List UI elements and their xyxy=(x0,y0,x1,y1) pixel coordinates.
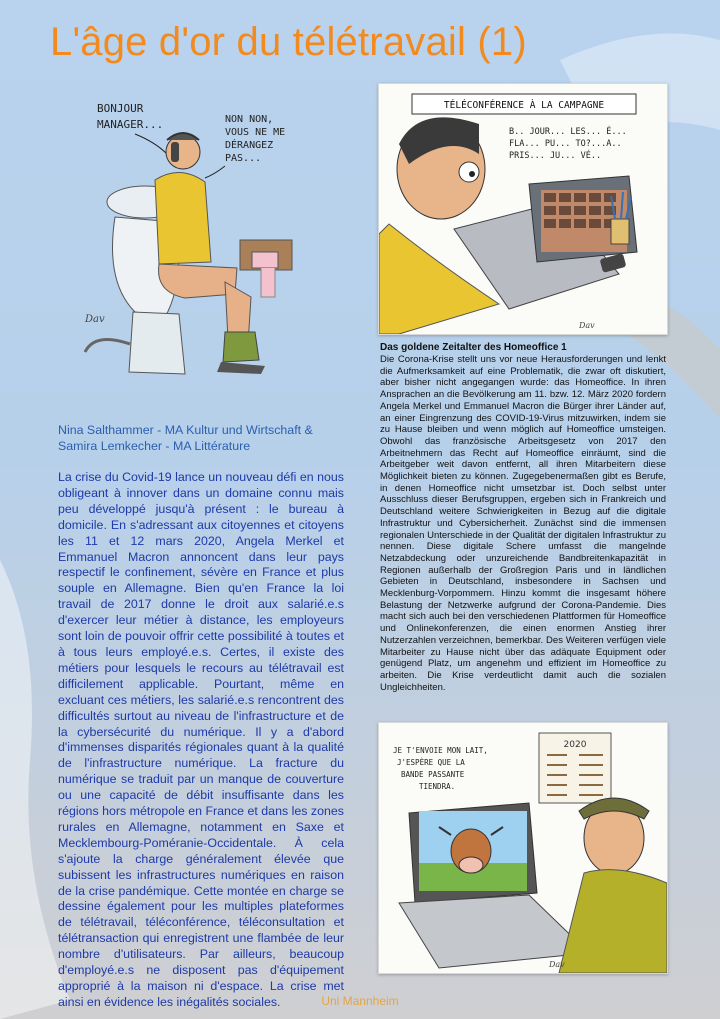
cartoon3-speech-line: JE T'ENVOIE MON LAIT, xyxy=(393,746,488,755)
farmer-cow-cartoon xyxy=(378,722,668,974)
cartoon2-speech-line: PRIS... JU... VÉ.. xyxy=(509,151,602,161)
teleconference-cartoon xyxy=(378,83,668,335)
cartoon1-signature: Dav xyxy=(85,314,105,325)
cartoon3-signature: Dav xyxy=(549,960,565,969)
page-title: L'âge d'or du télétravail (1) xyxy=(50,20,527,64)
article-authors: Nina Salthammer - MA Kultur und Wirtschaft & Samira Lemkecher - MA Littérature xyxy=(58,423,313,453)
cartoon3-speech-line: TIENDRA. xyxy=(419,782,456,791)
footer-institution: Uni Mannheim xyxy=(321,994,399,1008)
cartoon3-calendar-year: 2020 xyxy=(563,740,587,750)
cartoon2-speech-line: B.. JOUR... LES... É... xyxy=(509,127,627,137)
german-article-title: Das goldene Zeitalter des Homeoffice 1 xyxy=(380,342,567,353)
cartoon2-signature: Dav xyxy=(579,321,595,330)
toilet-cartoon xyxy=(75,82,345,382)
cartoon1-speech-line: DÉRANGEZ xyxy=(225,140,274,151)
cartoon1-speech-line: PAS... xyxy=(225,153,262,164)
cartoon2-speech-line: FLA... PU... TO?...A.. xyxy=(509,139,622,149)
cartoon1-speech-line: BONJOUR xyxy=(97,102,144,115)
cartoon1-speech-line: NON NON, xyxy=(225,114,274,125)
article-body-german: Die Corona-Krise stellt uns vor neue Herausforderungen und lenkt die Aufmerksamkeit auf eine Problematik, die zwar oft diskutiert, aber bisher nicht angegangen wurde: das Homeoffice. In ihren Ansprachen an die Bevölkerung am 11. bzw. 12. März 2020 fordern Angela Merkel und Emmanuel Macron die Bürger ihrer Länder auf, an einer Eingrenzung des COVID-19-Virus mitzuwirken, indem sie zu Hause bleiben und wenn möglich auf Homeoffice umsteigen. Obwohl das französische Arbeitsgesetz von 2017 den Arbeitnehmern das Recht auf Homeoffice einräumt, sind die Arbeitgeber weit davon entfernt, all ihren Mitarbeitern diese Möglichkeit bieten zu können. Zugegebenermaßen gibt es Berufe, in denen Homeoffice nicht umsetzbar ist. Doch selbst unter Ausschluss dieser Berufsgruppen, ergeben sich in Frankreich und Deutschland weitere Schwierigkeiten in Bezug auf die digitale Infrastruktur und Cybersicherheit. Zunächst sind die immensen regionalen Unterschiede in der Qualität der digitalen Infrastruktur zu nennen. Diese digitale Schere umfasst die mangelnde Netzabdeckung oder unzureichende Bandbreitenkapazität in Regionen außerhalb der Großregion Paris und in ländlichen Gebieten in Deutschland, insbesondere in Sachsen und Mecklenburg-Vorpommern. Hinzu kommt die insgesamt höhere Belastung der Netzwerke aufgrund der Corona-Pandemie. Dies macht sich auch bei den verschiedenen Plattformen für Homeoffice und Onlinekonferenzen, die einen enormen Anstieg ihrer Nutzerzahlen verzeichnen, bemerkbar. Des Weiteren verfügen viele Mitarbeiter zu Hause nicht über das adäquate Equipment oder genügend Platz, um angenehm und effizient im Homeoffice zu arbeiten. Die Krise verdeutlicht damit auch die sozialen Ungleichheiten. xyxy=(380,354,666,693)
article-body-french: La crise du Covid-19 lance un nouveau défi en nous obligeant à innover dans un domaine connu mais peu développé jusqu'à présent : le bureau à domicile. En s'adressant aux citoyennes et citoyens les 11 et 12 mars 2020, Angela Merkel et Emmanuel Macron annoncent dans leur pays respectif le confinement, sévère en France et plus souple en Allemagne. Bien qu'en France la loi travail de 2017 donne le droit aux salarié.e.s d'exercer leur métier à distance, les employeurs sont loin de pouvoir offrir cette possibilité à toutes et à tous leurs employé.e.s. Certes, il existe des métiers pour lesquels le recours au télétravail est difficilement applicable. Pourtant, même en excluant ces métiers, les salarié.e.s rencontrent des difficultés surtout au niveau de l'infrastructure et de la cybersécurité du numérique. Il y a d'abord d'immenses disparités régionales quant à la qualité de l'infrastructure numérique. La fracture du numérique se traduit par un manque de couverture ou une capacité de débit insuffisante dans les régions hors métropole en France et dans les zones rurales en Allemagne, notamment en Saxe et Mecklembourg-Poméranie-Occidentale. À cela s'ajoute la charge généralement élevée que subissent les infrastructures numériques en raison de la crise pandémique. Cette montée en charge se dessine également pour les multiples plateformes de télétravail, téléconférence, téléconsultation et télétransaction qui enregistrent une flambée de leur nombre d'utilisateurs. Par ailleurs, beaucoup d'employé.e.s ne disposent pas d'équipement approprié à la maison ni d'espace. La crise met ainsi en évidence les inégalités sociales. xyxy=(58,470,344,1009)
cartoon1-speech-line: VOUS NE ME xyxy=(225,127,286,138)
cartoon3-speech-line: J'ESPÈRE QUE LA xyxy=(397,758,465,767)
cartoon2-banner: TÉLÉCONFÉRENCE À LA CAMPAGNE xyxy=(443,100,605,111)
cartoon1-speech-line: MANAGER... xyxy=(97,118,164,131)
cartoon3-speech-line: BANDE PASSANTE xyxy=(401,770,465,779)
